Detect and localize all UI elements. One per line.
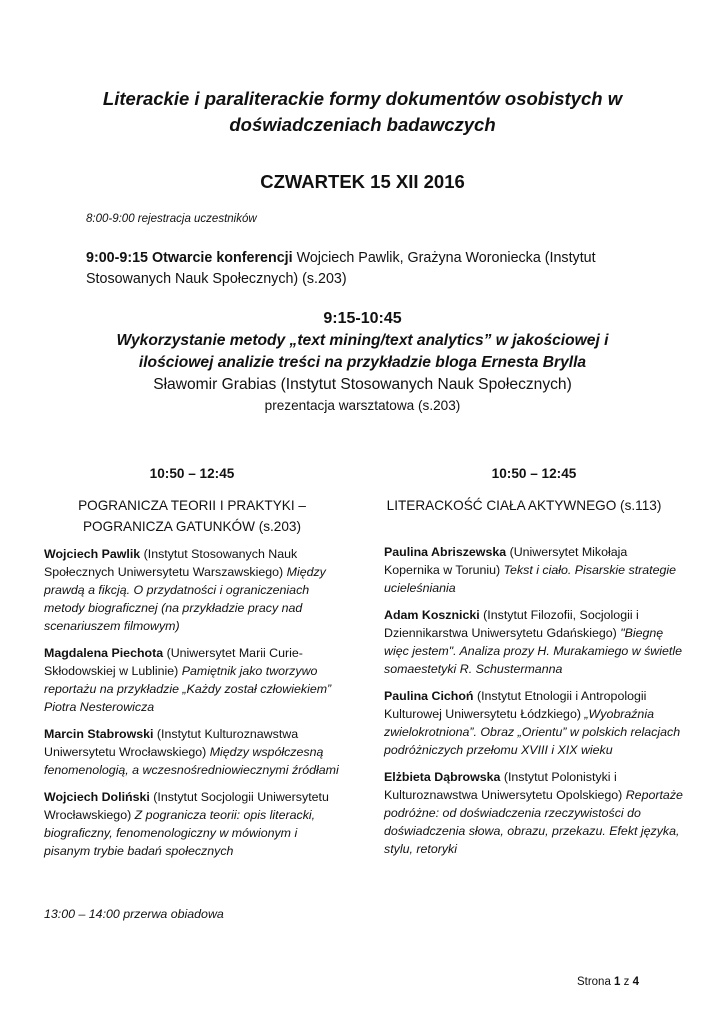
workshop-title-line-1: Wykorzystanie metody „text mining/text analytics” w jakościowej i <box>116 332 609 349</box>
session-left <box>44 464 340 869</box>
session-title-line-1: LITERACKOŚĆ CIAŁA AKTYWNEGO (s.113) <box>386 498 662 513</box>
page-title <box>60 86 665 138</box>
talk-title: Między prawdą a fikcją. O przydatności i ograniczeniach metody biograficznej (na przykładzie pracy nad scenariuszem filmowym) <box>44 565 326 633</box>
talk-title: Pamiętnik jako tworzywo reportażu na przykładzie „Każdy został człowiekiem” Piotra Nesterowicza <box>44 664 332 714</box>
talk-title: „Wyobraźnia zwielokrotniona”. Obraz „Orientu” w polskich relacjach podróżniczych przełomu XVIII i XIX wieku <box>384 707 681 757</box>
talk-affiliation: (Instytut Socjologii Uniwersytetu Wrocławskiego) <box>44 790 329 822</box>
talk-title: Między współczesną fenomenologią, a wczesnośredniowiecznymi źródłami <box>44 745 339 777</box>
talk-affiliation: (Uniwersytet Marii Curie-Skłodowskiej w Lublinie) <box>44 646 303 678</box>
talk-item <box>44 725 340 779</box>
talk-speaker: Elżbieta Dąbrowska <box>384 770 501 784</box>
session-title-line-1: POGRANICZA TEORII I PRAKTYKI – <box>78 498 306 513</box>
lunch-break: 13:00 – 14:00 przerwa obiadowa <box>44 907 224 921</box>
day-heading: CZWARTEK 15 XII 2016 <box>260 171 465 192</box>
workshop-time: 9:15-10:45 <box>323 310 402 327</box>
footer-separator: z <box>620 976 633 988</box>
talk-title: Reportaże podróżne: od doświadczenia rzeczywistości do doświadczenia słowa, obrazu, przekazu. Efekt języka, stylu, retoryki <box>384 788 683 856</box>
talk-affiliation: (Instytut Polonistyki i Kulturoznawstwa Uniwersytetu Opolskiego) <box>384 770 626 802</box>
registration-line: 8:00-9:00 rejestracja uczestników <box>86 213 257 225</box>
session-time: 10:50 – 12:45 <box>491 466 577 481</box>
footer-page-total: 4 <box>632 976 639 988</box>
session-time: 10:50 – 12:45 <box>149 466 235 481</box>
session-title-line-2: POGRANICZA GATUNKÓW (s.203) <box>82 519 302 534</box>
talk-title: Tekst i ciało. Pisarskie strategie ucieleśniania <box>384 563 677 595</box>
talk-affiliation: (Instytut Etnologii i Antropologii Kulturowej Uniwersytetu Łódzkiego) <box>384 689 647 721</box>
footer-label: Strona <box>576 976 615 988</box>
talk-title: Z pogranicza teorii: opis literacki, biograficzny, fenomenologiczny w mówionym i pisanym trybie badań społecznych <box>44 808 316 858</box>
talk-affiliation: (Instytut Kulturoznawstwa Uniwersytetu Wrocławskiego) <box>44 727 299 759</box>
opening-time-label: 9:00-9:15 Otwarcie konferencji <box>86 250 293 266</box>
talk-title: "Biegnę więc jestem". Analiza prozy H. Murakamiego w świetle somaestetyki R. Schustermanna <box>384 626 682 676</box>
page-footer <box>577 974 639 990</box>
talk-speaker: Magdalena Piechota <box>44 646 164 660</box>
talk-item <box>384 606 684 678</box>
opening-text: Wojciech Pawlik, Grażyna Woroniecka (Instytut Stosowanych Nauk Społecznych) (s.203) <box>86 250 596 287</box>
session-title <box>364 495 684 516</box>
talk-speaker: Wojciech Doliński <box>44 790 150 804</box>
page-title-line-2: doświadczeniach badawczych <box>229 114 496 135</box>
talk-affiliation: (Uniwersytet Mikołaja Kopernika w Toruniu) <box>384 545 628 577</box>
talk-item <box>44 788 340 860</box>
talk-affiliation: (Instytut Filozofii, Socjologii i Dziennikarstwa Uniwersytetu Gdańskiego) <box>384 608 639 640</box>
footer-page-number: 1 <box>614 976 621 988</box>
talk-item <box>384 768 684 858</box>
talk-item <box>44 644 340 716</box>
workshop-format: prezentacja warsztatowa (s.203) <box>264 398 461 413</box>
talk-speaker: Adam Kosznicki <box>384 608 480 622</box>
talk-affiliation: (Instytut Stosowanych Nauk Społecznych Uniwersytetu Warszawskiego) <box>44 547 298 579</box>
workshop-session <box>60 308 665 416</box>
opening-session <box>86 248 646 290</box>
talk-speaker: Wojciech Pawlik <box>44 547 141 561</box>
talk-item <box>384 543 684 597</box>
workshop-author: Sławomir Grabias (Instytut Stosowanych Nauk Społecznych) <box>153 376 572 393</box>
talk-speaker: Paulina Abriszewska <box>384 545 507 559</box>
workshop-title-line-2: ilościowej analizie treści na przykładzie bloga Ernesta Brylla <box>138 354 587 371</box>
session-right <box>384 464 684 867</box>
talk-speaker: Marcin Stabrowski <box>44 727 154 741</box>
talk-item <box>384 687 684 759</box>
page-title-line-1: Literackie i paraliterackie formy dokumentów osobistych w <box>102 88 623 109</box>
talk-item <box>44 545 340 635</box>
talk-speaker: Paulina Cichoń <box>384 689 474 703</box>
session-title <box>44 495 340 537</box>
talk-list <box>384 543 684 858</box>
talk-list <box>44 545 340 860</box>
